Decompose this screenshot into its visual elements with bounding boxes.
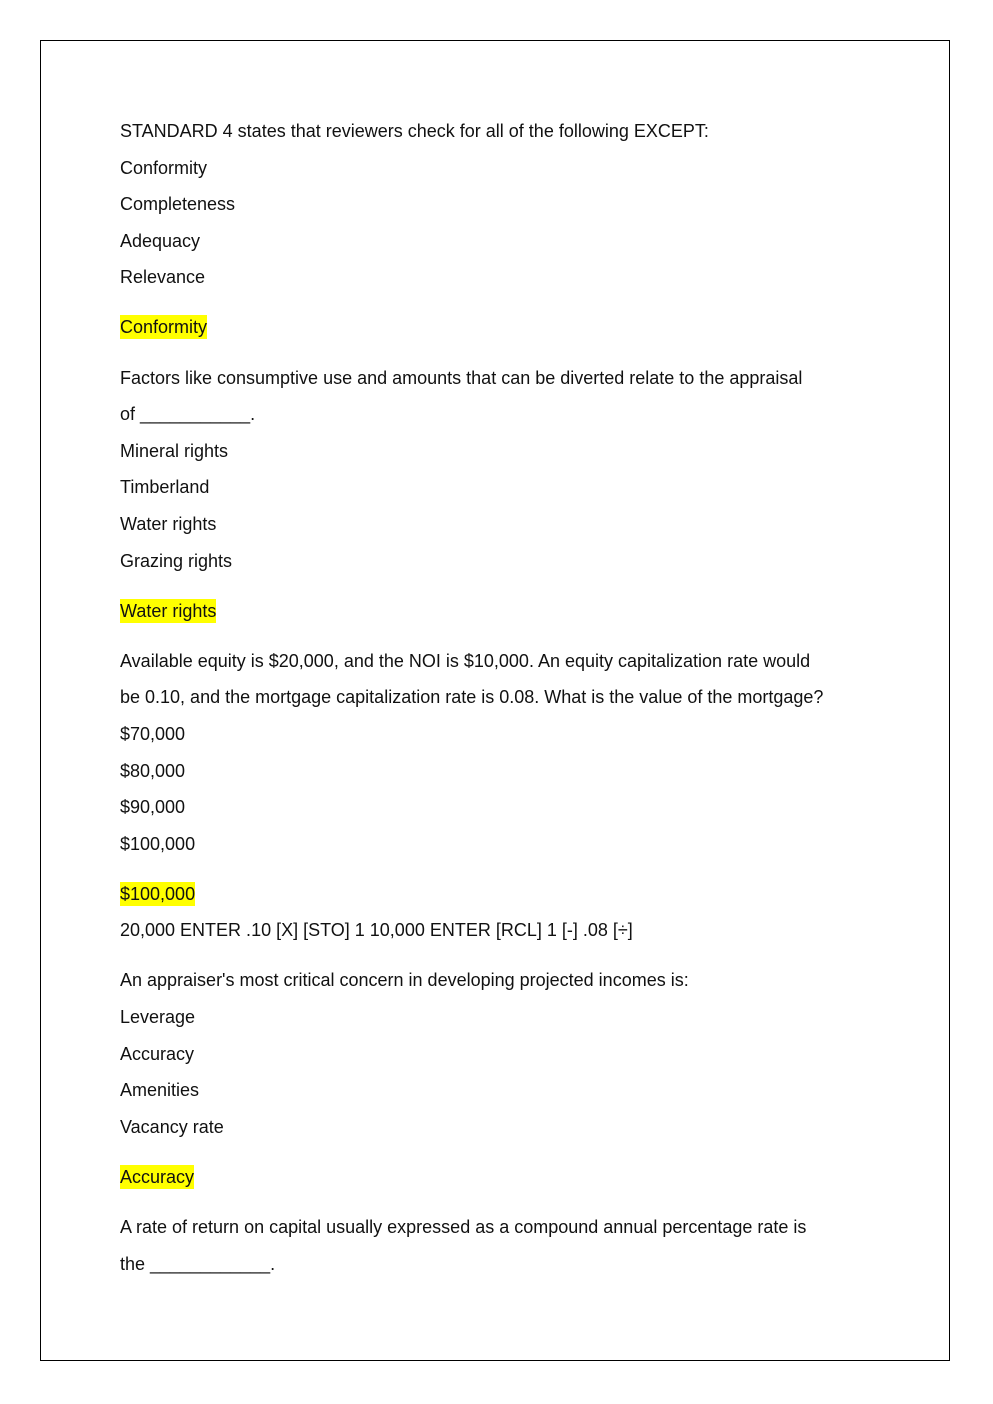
option: $100,000 (120, 833, 196, 854)
option: Conformity (120, 157, 208, 178)
question-block (120, 643, 880, 963)
document-content (120, 113, 880, 1282)
question-prompt: Available equity is $20,000, and the NOI is $10,000. An equity capitalization rate would (120, 650, 811, 671)
option: $70,000 (120, 723, 186, 744)
option: Completeness (120, 194, 236, 215)
highlighted-answer: $100,000 (120, 883, 196, 904)
question-prompt: A rate of return on capital usually expressed as a compound annual percentage rate is (120, 1217, 807, 1238)
question-prompt: be 0.10, and the mortgage capitalization rate is 0.08. What is the value of the mortgage? (120, 687, 824, 708)
question-prompt: the ____________. (120, 1253, 276, 1274)
option: Leverage (120, 1007, 196, 1028)
option: Grazing rights (120, 550, 233, 571)
question-prompt: STANDARD 4 states that reviewers check for all of the following EXCEPT: (120, 121, 709, 141)
question-prompt: Factors like consumptive use and amounts that can be diverted relate to the appraisal (120, 367, 803, 388)
option: Adequacy (120, 230, 201, 251)
question-block (120, 962, 880, 1209)
question-prompt: of ___________. (120, 404, 256, 425)
option: Accuracy (120, 1043, 195, 1064)
option: Water rights (120, 513, 217, 534)
option: $90,000 (120, 797, 186, 818)
question-block (120, 1209, 880, 1282)
highlighted-answer: Conformity (120, 317, 208, 338)
option: Vacancy rate (120, 1116, 224, 1137)
question-block (120, 113, 880, 360)
highlighted-answer: Water rights (120, 600, 217, 621)
option: $80,000 (120, 760, 186, 781)
question-prompt: An appraiser's most critical concern in developing projected incomes is: (120, 970, 689, 991)
answer-explanation: 20,000 ENTER .10 [X] [STO] 1 10,000 ENTER [RCL] 1 [-] .08 [÷] (120, 920, 633, 941)
option: Timberland (120, 477, 210, 498)
option: Amenities (120, 1080, 200, 1101)
option: Mineral rights (120, 440, 229, 461)
option: Relevance (120, 267, 206, 288)
highlighted-answer: Accuracy (120, 1166, 195, 1187)
question-block (120, 360, 880, 643)
